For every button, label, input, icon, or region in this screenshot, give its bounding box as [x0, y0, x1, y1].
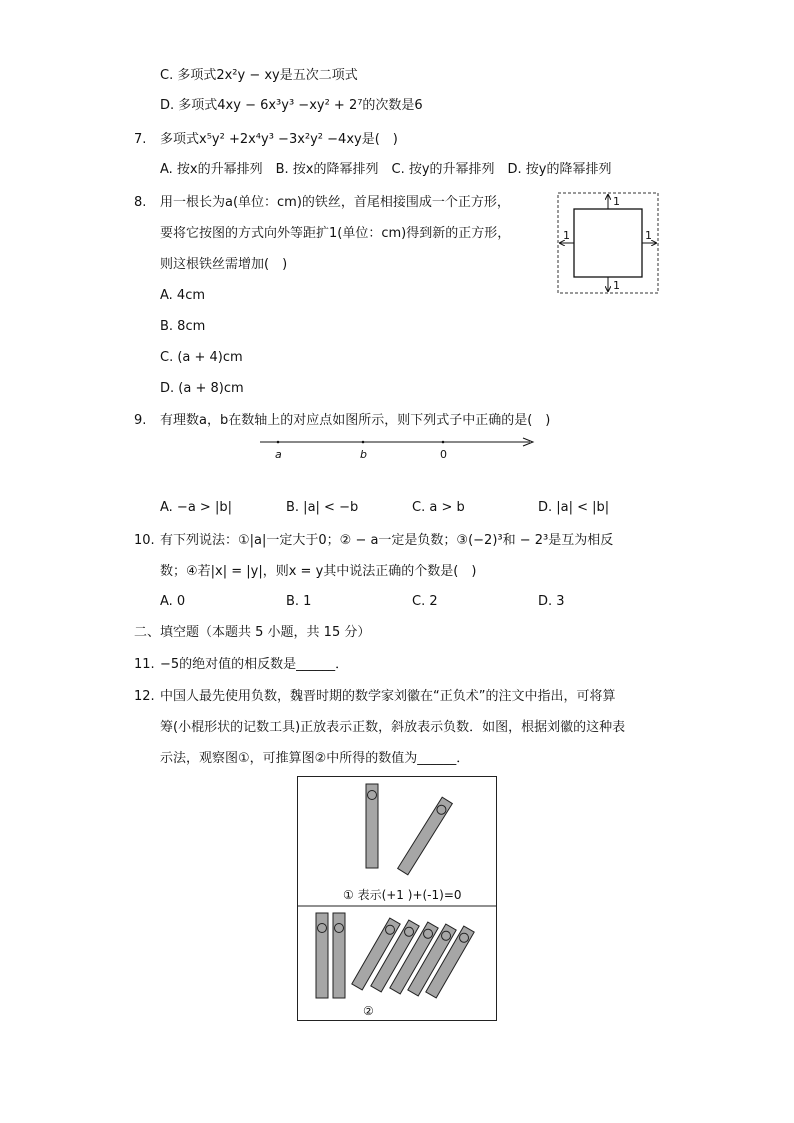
q10-option-c: C. 2: [412, 594, 438, 609]
q8-option-d: D. (a + 8)cm: [160, 381, 244, 396]
label-b: b: [360, 448, 367, 461]
q8-option-a: A. 4cm: [160, 288, 206, 303]
q8-stem-line3: 则这根铁丝需增加( ): [160, 257, 288, 272]
q10-option-b: B. 1: [286, 594, 312, 609]
q7-stem: 多项式x⁵y² +2x⁴y³ −3x²y² −4xy是( ): [160, 132, 398, 147]
q12-stem-line3: 示法，观察图①，可推算图②中所得的数值为______．: [160, 751, 470, 766]
q10-number: 10.: [134, 533, 155, 548]
q9-number-line: [255, 432, 540, 464]
fig1-caption: ① 表示(+1 )+(-1)=0: [343, 888, 462, 902]
q8-inner-square: [574, 209, 642, 277]
q9-option-c: C. a > b: [412, 500, 465, 515]
q8-option-c: C. (a + 4)cm: [160, 350, 243, 365]
q9-option-d: D. |a| < |b|: [538, 500, 610, 515]
q11-stem: −5的绝对值的相反数是______．: [160, 657, 349, 672]
q12-stem-line2: 筹(小棍形状的记数工具)正放表示正数，斜放表示负数．如图，根据刘徽的这种表: [160, 720, 626, 735]
q8-label-top: 1: [613, 195, 620, 208]
q9-number: 9.: [134, 413, 147, 428]
q8-option-b: B. 8cm: [160, 319, 206, 334]
q10-stem-line2: 数；④若|x| = |y|，则x = y其中说法正确的个数是( ): [160, 564, 477, 579]
label-zero: 0: [440, 448, 447, 461]
fig1-upright-rod: [366, 784, 378, 868]
q7-number: 7.: [134, 132, 147, 147]
section-2-heading: 二、填空题（本题共 5 小题，共 15 分）: [134, 625, 371, 640]
point-b: [362, 441, 365, 444]
q10-option-a: A. 0: [160, 594, 186, 609]
q10-stem-line1: 有下列说法：①|a|一定大于0；② − a一定是负数；③(−2)³和 − 2³是互为相反: [160, 533, 614, 548]
q10-option-d: D. 3: [538, 594, 565, 609]
q8-stem-line2: 要将它按图的方式向外等距扩1(单位：cm)得到新的正方形，: [160, 226, 511, 241]
fig2-upright-rod: [333, 913, 345, 998]
q12-stem-line1: 中国人最先使用负数，魏晋时期的数学家刘徽在“正负术”的注文中指出，可将算: [160, 689, 616, 704]
q8-stem-line1: 用一根长为a(单位：cm)的铁丝，首尾相接围成一个正方形，: [160, 195, 510, 210]
q6-option-c: C. 多项式2x²y − xy是五次二项式: [160, 68, 358, 83]
q9-option-b: B. |a| < −b: [286, 500, 359, 515]
point-a: [277, 441, 280, 444]
q8-label-right: 1: [645, 229, 652, 242]
fig1-slanted-rod: [398, 797, 453, 875]
q11-number: 11.: [134, 657, 155, 672]
q7-options: A. 按x的升幂排列 B. 按x的降幂排列 C. 按y的升幂排列 D. 按y的降幂排列: [160, 162, 612, 177]
fig2-caption: ②: [363, 1004, 374, 1018]
q8-square-figure: [556, 191, 660, 295]
q9-option-a: A. −a > |b|: [160, 500, 232, 515]
label-a: a: [275, 448, 282, 461]
q12-number: 12.: [134, 689, 155, 704]
q12-counting-rods-figure: [297, 776, 499, 1022]
q8-number: 8.: [134, 195, 147, 210]
q8-label-bottom: 1: [613, 279, 620, 292]
q9-stem: 有理数a，b在数轴上的对应点如图所示，则下列式子中正确的是( ): [160, 413, 551, 428]
point-zero: [442, 441, 445, 444]
q8-label-left: 1: [563, 229, 570, 242]
q6-option-d: D. 多项式4xy − 6x³y³ −xy² + 2⁷的次数是6: [160, 98, 423, 113]
fig2-upright-rod: [316, 913, 328, 998]
